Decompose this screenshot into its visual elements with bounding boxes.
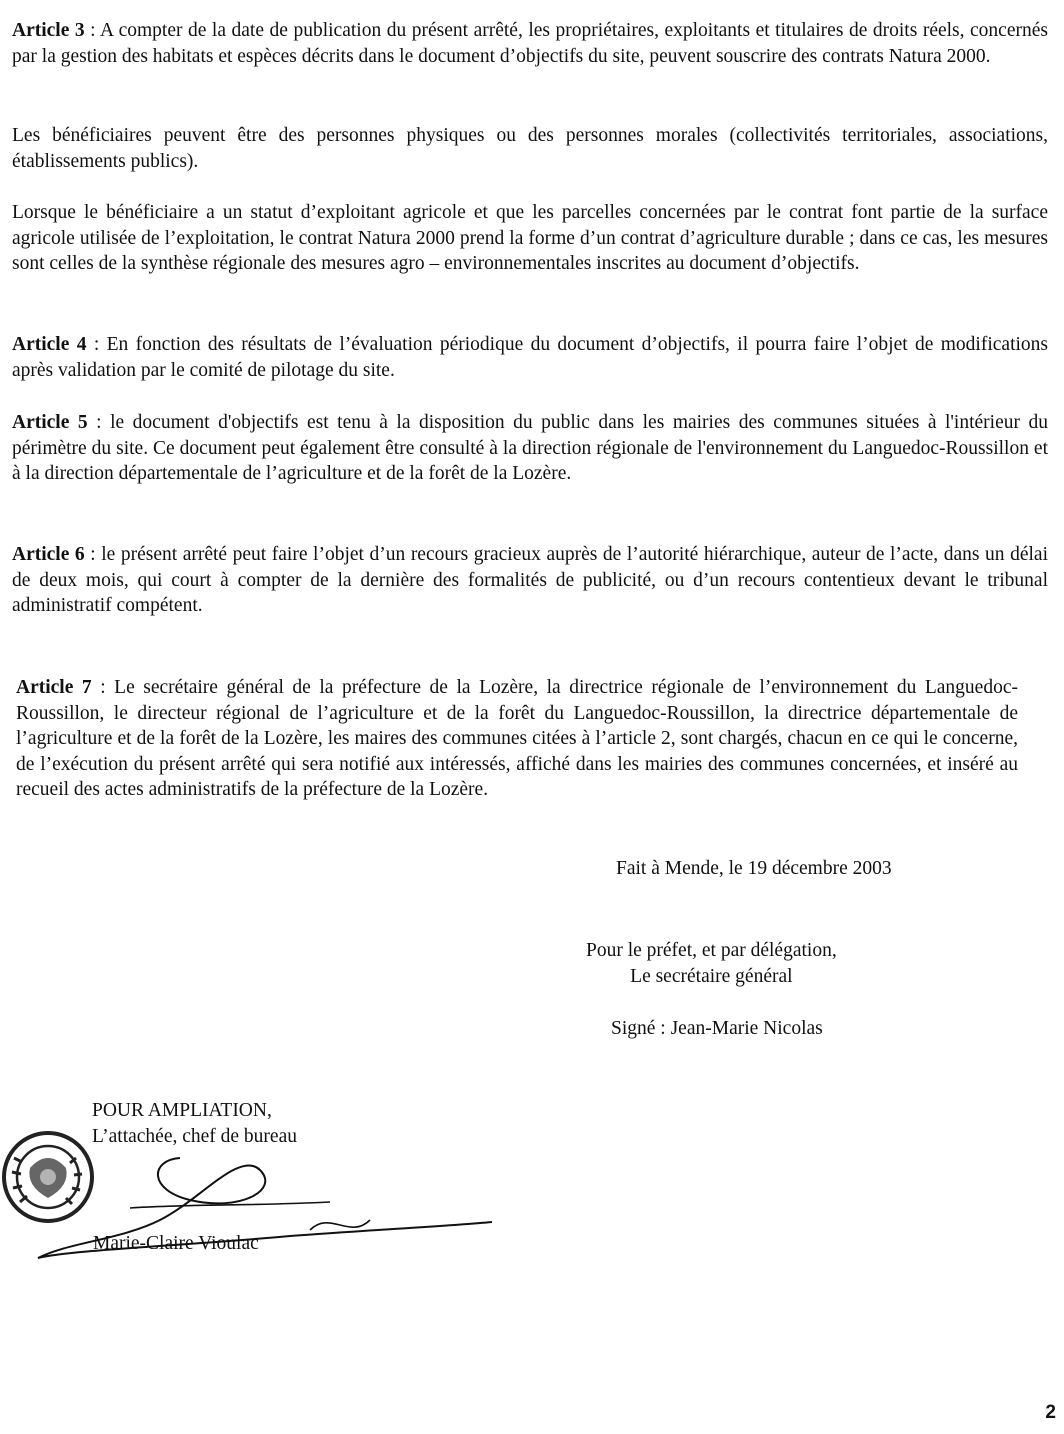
ampliation-line-1: POUR AMPLIATION, [92,1100,272,1121]
article-7-text: : Le secrétaire général de la préfecture de la Lozère, la directrice régionale de l’environnement du Languedoc-Roussillon, le directeur régional de l’agriculture et de la forêt du Languedoc-Roussillon, la directrice départementale de l’agriculture et de la forêt de la Lozère, les maires des communes citées à l’article 2, sont chargés, chacun en ce qui le concerne, de l’exécution du présent arrêté qui sera notifié aux intéressés, affiché dans les mairies des communes concernées, et inséré au recueil des actes administratifs de la préfecture de la Lozère. [16,677,1018,800]
paragraph-beneficiaires: Les bénéficiaires peuvent être des personnes physiques ou des personnes morales (collectivités territoriales, associations, établissements publics). [12,125,1048,172]
paragraph-exploitant-agricole: Lorsque le bénéficiaire a un statut d’exploitant agricole et que les parcelles concernées par le contrat font partie de la surface agricole utilisée de l’exploitation, le contrat Natura 2000 prend la forme d’un contrat d’agriculture durable ; dans ce cas, les mesures sont celles de la synthèse régionale des mesures agro – environnementales inscrites au document d’objectifs. [12,202,1048,274]
article-6-text: : le présent arrêté peut faire l’objet d’un recours gracieux auprès de l’autorité hiérarchique, auteur de l’acte, dans un délai de deux mois, qui court à compter de la dernière des formalités de publicité, ou d’un recours contentieux devant le tribunal administratif compétent. [12,544,1048,616]
article-3-label: Article 3 [12,20,85,41]
article-4-text: : En fonction des résultats de l’évaluation périodique du document d’objectifs, il pourra faire l’objet de modifications après validation par le comité de pilotage du site. [12,334,1048,381]
place-and-date: Fait à Mende, le 19 décembre 2003 [616,858,892,879]
delegation-line-2: Le secrétaire général [630,965,793,987]
signer-name: Marie-Claire Vioulac [93,1233,259,1254]
article-3 [12,18,1048,69]
article-4 [12,332,1048,383]
article-5 [12,410,1048,487]
article-4-label: Article 4 [12,334,87,355]
ampliation-line-2: L’attachée, chef de bureau [92,1126,297,1147]
article-5-label: Article 5 [12,412,88,433]
article-6-label: Article 6 [12,544,85,565]
article-7 [16,675,1018,803]
delegation-line-1: Pour le préfet, et par délégation, [586,940,837,961]
article-3-text: : A compter de la date de publication du présent arrêté, les propriétaires, exploitants et titulaires de droits réels, concernés par la gestion des habitats et espèces décrits dans le document d’objectifs du site, peuvent souscrire des contrats Natura 2000. [12,20,1048,67]
article-7-label: Article 7 [16,677,92,698]
article-6 [12,542,1048,619]
page-number: 2 [1045,1402,1056,1423]
delegation-block [586,938,837,989]
ampliation-block [92,1098,297,1150]
signed-by: Signé : Jean-Marie Nicolas [611,1018,823,1039]
article-5-text: : le document d'objectifs est tenu à la disposition du public dans les mairies des communes situées à l'intérieur du périmètre du site. Ce document peut également être consulté à la direction régionale de l'environnement du Languedoc-Roussillon et à la direction départementale de l’agriculture et de la forêt de la Lozère. [12,412,1048,484]
